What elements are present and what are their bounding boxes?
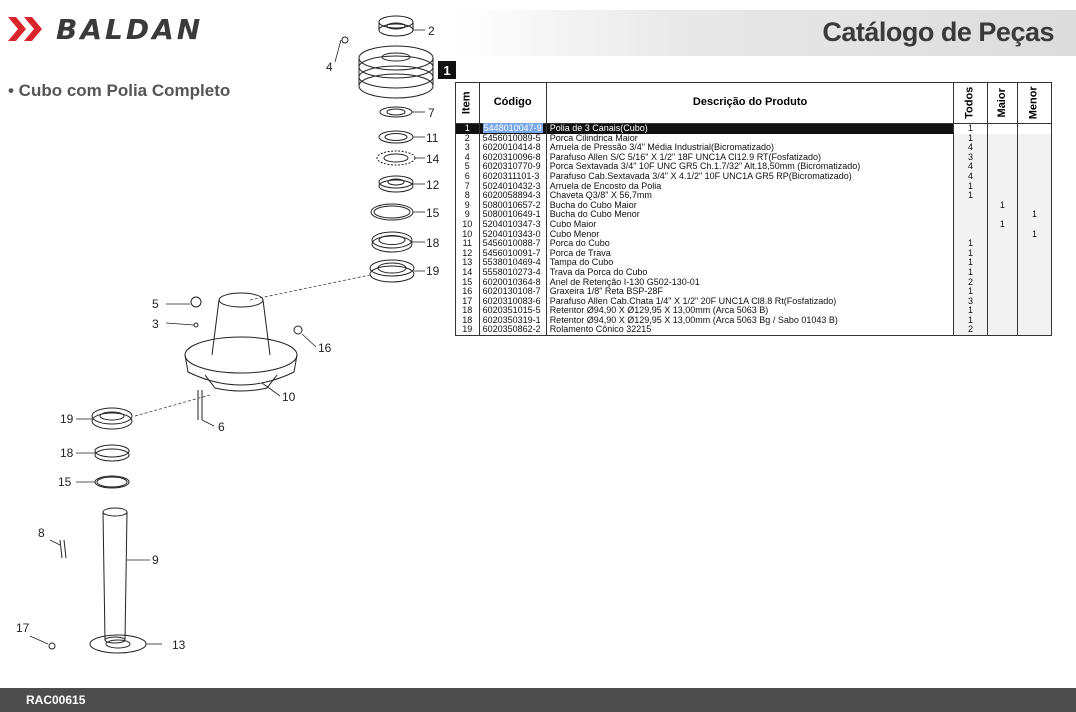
- cell-item: 1: [456, 124, 480, 134]
- svg-text:4: 4: [326, 60, 333, 74]
- cell-todos: 1: [954, 239, 987, 249]
- cell-code: 5080010657-2: [479, 201, 546, 211]
- cell-description: Porca Sextavada 3/4" 10F UNC GR5 Ch.1.7/32" Alt.18,50mm (Bicromatizado): [546, 162, 954, 172]
- table-row[interactable]: [456, 258, 1052, 268]
- col-menor: Menor: [1018, 83, 1052, 124]
- cell-item: 6: [456, 172, 480, 182]
- cell-menor: [1018, 162, 1052, 172]
- cell-menor: [1018, 268, 1052, 278]
- page-title: Catálogo de Peças: [822, 17, 1054, 47]
- cell-menor: 1: [1018, 210, 1052, 220]
- cell-description: Graxeira 1/8" Reta BSP-28F: [546, 287, 954, 297]
- cell-menor: [1018, 172, 1052, 182]
- cell-menor: [1018, 153, 1052, 163]
- col-maior: Maior: [987, 83, 1017, 124]
- cell-item: 4: [456, 153, 480, 163]
- header-band: [455, 10, 1076, 56]
- cell-item: 18: [456, 316, 480, 326]
- cell-item: 3: [456, 143, 480, 153]
- cell-item: 15: [456, 278, 480, 288]
- cell-menor: [1018, 278, 1052, 288]
- table-row[interactable]: [456, 191, 1052, 201]
- table-header-row: [456, 83, 1052, 124]
- table-row[interactable]: [456, 230, 1052, 240]
- cell-code: 6020351015-5: [479, 306, 546, 316]
- cell-code: 5538010469-4: [479, 258, 546, 268]
- cell-menor: [1018, 191, 1052, 201]
- cell-menor: [1018, 134, 1052, 144]
- cell-item: 5: [456, 162, 480, 172]
- svg-text:8: 8: [38, 526, 45, 540]
- exploded-parts-diagram: [0, 0, 455, 690]
- cell-item: 16: [456, 287, 480, 297]
- cell-description: Retentor Ø94,90 X Ø129,95 X 13,00mm (Arca 5063 B): [546, 306, 954, 316]
- cell-description: Porca do Cubo: [546, 239, 954, 249]
- cell-maior: [987, 134, 1017, 144]
- cell-code: 5456010089-5: [479, 134, 546, 144]
- cell-code: 5204010347-3: [479, 220, 546, 230]
- cell-code: 5448010047-9: [479, 124, 546, 134]
- svg-text:17: 17: [16, 621, 30, 635]
- cell-item: 11: [456, 239, 480, 249]
- cell-description: Rolamento Cônico 32215: [546, 325, 954, 335]
- table-row[interactable]: [456, 220, 1052, 230]
- cell-maior: [987, 182, 1017, 192]
- svg-text:15: 15: [426, 206, 440, 220]
- col-item: Item: [456, 83, 480, 124]
- cell-maior: [987, 239, 1017, 249]
- col-code: Código: [479, 83, 546, 124]
- cell-todos: 1: [954, 191, 987, 201]
- col-todos: Todos: [954, 83, 987, 124]
- cell-maior: [987, 172, 1017, 182]
- svg-text:19: 19: [426, 264, 440, 278]
- cell-menor: 1: [1018, 230, 1052, 240]
- cell-menor: [1018, 258, 1052, 268]
- cell-description: Porca de Trava: [546, 249, 954, 259]
- cell-code: 5204010343-0: [479, 230, 546, 240]
- table-row[interactable]: [456, 201, 1052, 211]
- svg-text:18: 18: [426, 236, 440, 250]
- cell-item: 19: [456, 325, 480, 335]
- footer-bar: [0, 688, 1076, 712]
- cell-maior: [987, 162, 1017, 172]
- cell-description: Polia de 3 Canais(Cubo): [546, 124, 954, 134]
- cell-maior: [987, 297, 1017, 307]
- svg-text:6: 6: [218, 420, 225, 434]
- cell-todos: 2: [954, 325, 987, 335]
- cell-maior: [987, 153, 1017, 163]
- cell-menor: [1018, 143, 1052, 153]
- cell-todos: 1: [954, 182, 987, 192]
- svg-text:16: 16: [318, 341, 332, 355]
- svg-text:18: 18: [60, 446, 74, 460]
- parts-table: [455, 82, 1052, 336]
- cell-code: 5558010273-4: [479, 268, 546, 278]
- cell-description: Cubo Maior: [546, 220, 954, 230]
- cell-code: 5456010088-7: [479, 239, 546, 249]
- cell-maior: [987, 316, 1017, 326]
- cell-description: Chaveta Q3/8" X 56,7mm: [546, 191, 954, 201]
- cell-menor: [1018, 287, 1052, 297]
- cell-item: 17: [456, 297, 480, 307]
- cell-todos: 1: [954, 124, 987, 134]
- cell-todos: 1: [954, 306, 987, 316]
- cell-maior: [987, 249, 1017, 259]
- cell-item: 12: [456, 249, 480, 259]
- cell-todos: 4: [954, 143, 987, 153]
- svg-text:2: 2: [428, 24, 435, 38]
- svg-text:12: 12: [426, 178, 440, 192]
- cell-maior: [987, 268, 1017, 278]
- cell-maior: [987, 230, 1017, 240]
- cell-code: 5024010432-3: [479, 182, 546, 192]
- table-row[interactable]: [456, 316, 1052, 326]
- cell-maior: [987, 258, 1017, 268]
- cell-todos: 3: [954, 153, 987, 163]
- cell-menor: [1018, 316, 1052, 326]
- catalog-code: RAC00615: [26, 693, 86, 707]
- cell-item: 10: [456, 220, 480, 230]
- cell-maior: 1: [987, 201, 1017, 211]
- cell-item: 14: [456, 268, 480, 278]
- cell-menor: [1018, 306, 1052, 316]
- cell-code: 6020010414-8: [479, 143, 546, 153]
- table-row[interactable]: [456, 124, 1052, 134]
- table-row[interactable]: [456, 182, 1052, 192]
- cell-code: 6020311101-3: [479, 172, 546, 182]
- svg-text:13: 13: [172, 638, 186, 652]
- cell-item: 13: [456, 258, 480, 268]
- cell-code: 6020310083-6: [479, 297, 546, 307]
- cell-todos: 1: [954, 134, 987, 144]
- cell-description: Arruela de Encosto da Polia: [546, 182, 954, 192]
- table-row[interactable]: [456, 172, 1052, 182]
- cell-menor: [1018, 297, 1052, 307]
- cell-code: 6020130108-7: [479, 287, 546, 297]
- cell-todos: [954, 201, 987, 211]
- svg-text:19: 19: [60, 412, 74, 426]
- cell-maior: [987, 124, 1017, 134]
- section-title: • Cubo com Polia Completo: [8, 81, 231, 100]
- col-description: Descrição do Produto: [546, 83, 954, 124]
- cell-todos: 2: [954, 278, 987, 288]
- cell-description: Trava da Porca do Cubo: [546, 268, 954, 278]
- cell-item: 9: [456, 201, 480, 211]
- cell-description: Parafuso Allen Cab.Chata 1/4" X 1/2" 20F UNC1A Cl8.8 Rt(Fosfatizado): [546, 297, 954, 307]
- cell-todos: 3: [954, 297, 987, 307]
- cell-menor: [1018, 124, 1052, 134]
- cell-description: Cubo Menor: [546, 230, 954, 240]
- cell-todos: [954, 210, 987, 220]
- cell-menor: [1018, 239, 1052, 249]
- cell-item: 2: [456, 134, 480, 144]
- cell-maior: [987, 143, 1017, 153]
- cell-todos: 1: [954, 287, 987, 297]
- table-row[interactable]: [456, 278, 1052, 288]
- cell-description: Parafuso Cab.Sextavada 3/4" X 4.1/2" 10F UNC1A GR5 RP(Bicromatizado): [546, 172, 954, 182]
- cell-item: 18: [456, 306, 480, 316]
- table-row[interactable]: [456, 325, 1052, 335]
- diagram-item-tag: 1: [438, 61, 456, 79]
- cell-code: 5080010649-1: [479, 210, 546, 220]
- svg-text:11: 11: [426, 131, 439, 145]
- table-row[interactable]: [456, 249, 1052, 259]
- svg-text:5: 5: [152, 297, 159, 311]
- cell-item: 9: [456, 210, 480, 220]
- cell-description: Retentor Ø94,90 X Ø129,95 X 13,00mm (Arca 5063 Bg / Sabo 01043 B): [546, 316, 954, 326]
- svg-text:3: 3: [152, 317, 159, 331]
- cell-maior: [987, 278, 1017, 288]
- svg-text:7: 7: [428, 106, 435, 120]
- cell-description: Bucha do Cubo Menor: [546, 210, 954, 220]
- cell-todos: [954, 220, 987, 230]
- cell-code: 6020350319-1: [479, 316, 546, 326]
- cell-code: 6020058894-3: [479, 191, 546, 201]
- cell-maior: [987, 325, 1017, 335]
- svg-text:15: 15: [58, 475, 72, 489]
- cell-todos: 1: [954, 249, 987, 259]
- cell-description: Anel de Retenção I-130 G502-130-01: [546, 278, 954, 288]
- cell-code: 6020010364-8: [479, 278, 546, 288]
- cell-code: 6020310770-9: [479, 162, 546, 172]
- table-row[interactable]: [456, 210, 1052, 220]
- cell-maior: [987, 306, 1017, 316]
- cell-description: Bucha do Cubo Maior: [546, 201, 954, 211]
- cell-description: Tampa do Cubo: [546, 258, 954, 268]
- cell-menor: [1018, 182, 1052, 192]
- cell-todos: 1: [954, 316, 987, 326]
- cell-maior: [987, 287, 1017, 297]
- svg-text:10: 10: [282, 390, 296, 404]
- cell-menor: [1018, 249, 1052, 259]
- cell-item: 8: [456, 191, 480, 201]
- cell-code: 6020350862-2: [479, 325, 546, 335]
- cell-item: 7: [456, 182, 480, 192]
- cell-todos: 4: [954, 162, 987, 172]
- cell-todos: 4: [954, 172, 987, 182]
- svg-text:14: 14: [426, 152, 440, 166]
- cell-code: 5456010091-7: [479, 249, 546, 259]
- table-row[interactable]: [456, 239, 1052, 249]
- cell-maior: 1: [987, 220, 1017, 230]
- cell-description: Arruela de Pressão 3/4" Média Industrial(Bicromatizado): [546, 143, 954, 153]
- table-row[interactable]: [456, 268, 1052, 278]
- parts-table-body: [456, 124, 1052, 336]
- cell-menor: [1018, 325, 1052, 335]
- cell-code: 6020310096-8: [479, 153, 546, 163]
- cell-todos: 1: [954, 258, 987, 268]
- cell-item: 10: [456, 230, 480, 240]
- cell-description: Parafuso Allen S/C 5/16" X 1/2" 18F UNC1A Cl12.9 RT(Fosfatizado): [546, 153, 954, 163]
- svg-text:9: 9: [152, 553, 159, 567]
- cell-description: Porca Cilindrica Maior: [546, 134, 954, 144]
- cell-todos: 1: [954, 268, 987, 278]
- brand-name: BALDAN: [56, 12, 204, 46]
